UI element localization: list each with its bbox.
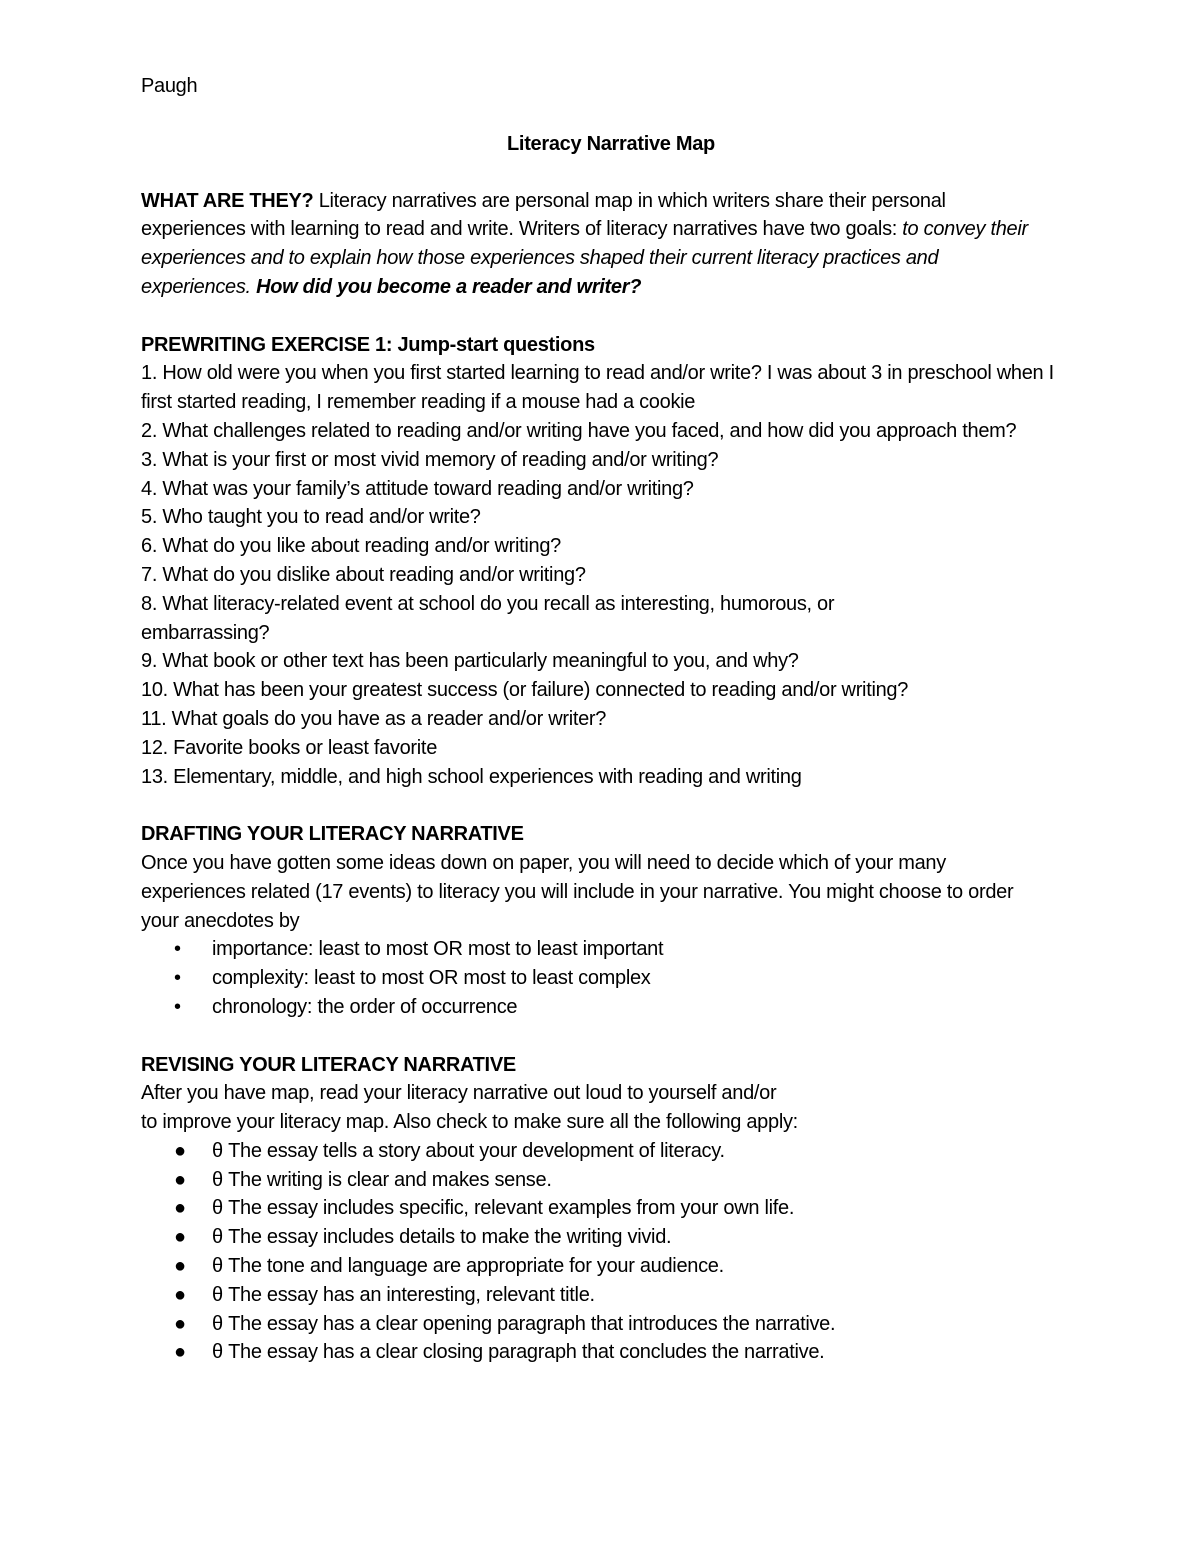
checklist-item [141, 1310, 1081, 1339]
revision-checklist [141, 1137, 1081, 1367]
bullet-icon: ● [174, 1197, 186, 1220]
question-item: 2. What challenges related to reading and/or writing have you faced, and how did you approach them? [141, 419, 1017, 442]
checklist-item [141, 1281, 1081, 1310]
list-item [141, 993, 1081, 1022]
list-item-text: complexity: least to most OR most to least complex [212, 967, 651, 990]
intro-paragraph [141, 187, 1046, 302]
question-item: 4. What was your family’s attitude toward reading and/or writing? [141, 477, 694, 500]
revising-line: to improve your literacy map. Also check to make sure all the following apply: [141, 1111, 798, 1134]
question-item: 3. What is your first or most vivid memory of reading and/or writing? [141, 448, 719, 471]
bullet-icon: ● [174, 1226, 186, 1249]
drafting-heading: DRAFTING YOUR LITERACY NARRATIVE [141, 823, 524, 846]
author-name: Paugh [141, 75, 198, 97]
bullet-icon: ● [174, 1341, 186, 1364]
question-item: 6. What do you like about reading and/or writing? [141, 535, 562, 558]
intro-goals: to convey their experiences and to explain how those experiences shaped their current literacy practices and experiences. [141, 218, 1028, 298]
checklist-item-text: θ The essay has an interesting, relevant title. [212, 1283, 595, 1306]
question-item: 13. Elementary, middle, and high school experiences with reading and writing [141, 765, 802, 788]
checklist-item-text: θ The essay has a clear opening paragraph that introduces the narrative. [212, 1312, 836, 1335]
bullet-icon: • [174, 967, 181, 990]
list-item [141, 935, 1081, 964]
intro-question: How did you become a reader and writer? [256, 275, 642, 298]
question-item: 12. Favorite books or least favorite [141, 736, 438, 759]
question-item: 1. How old were you when you first started learning to read and/or write? I was about 3 in preschool when I first started reading, I remember reading if a mouse had a cookie [141, 362, 1054, 414]
drafting-paragraph: Once you have gotten some ideas down on paper, you will need to decide which of your many experiences related (17 events) to literacy you will include in your narrative. You might choose to order your anecdotes by [141, 851, 1014, 932]
bullet-icon: • [174, 995, 181, 1018]
document-content [141, 72, 1081, 1367]
question-item: 10. What has been your greatest success (or failure) connected to reading and/or writing? [141, 679, 909, 702]
checklist-item-text: θ The essay tells a story about your development of literacy. [212, 1139, 725, 1162]
ordering-list [141, 935, 1081, 1021]
list-item-text: importance: least to most OR most to least important [212, 938, 664, 961]
question-item: 5. Who taught you to read and/or write? [141, 506, 481, 529]
revising-line: After you have map, read your literacy narrative out loud to yourself and/or [141, 1082, 777, 1105]
checklist-item [141, 1252, 1081, 1281]
checklist-item-text: θ The tone and language are appropriate for your audience. [212, 1255, 724, 1278]
bullet-icon: ● [174, 1139, 186, 1162]
question-item: 9. What book or other text has been particularly meaningful to you, and why? [141, 650, 799, 673]
prewriting-heading: PREWRITING EXERCISE 1: Jump-start questions [141, 333, 595, 356]
intro-label: WHAT ARE THEY? [141, 189, 314, 212]
checklist-item [141, 1166, 1081, 1195]
bullet-icon: ● [174, 1312, 186, 1335]
checklist-item-text: θ The essay includes specific, relevant examples from your own life. [212, 1197, 795, 1220]
checklist-item [141, 1338, 1081, 1367]
page-title: Literacy Narrative Map [507, 132, 715, 155]
checklist-item [141, 1223, 1081, 1252]
checklist-item-text: θ The essay has a clear closing paragraph that concludes the narrative. [212, 1341, 825, 1364]
bullet-icon: ● [174, 1168, 186, 1191]
checklist-item [141, 1194, 1081, 1223]
checklist-item-text: θ The essay includes details to make the writing vivid. [212, 1226, 672, 1249]
question-item: 11. What goals do you have as a reader and/or writer? [141, 707, 607, 730]
question-list [141, 359, 1066, 791]
checklist-item [141, 1137, 1081, 1166]
bullet-icon: • [174, 938, 181, 961]
revising-heading: REVISING YOUR LITERACY NARRATIVE [141, 1053, 516, 1076]
question-item: 7. What do you dislike about reading and/or writing? [141, 563, 586, 586]
bullet-icon: ● [174, 1255, 186, 1278]
checklist-item-text: θ The writing is clear and makes sense. [212, 1168, 552, 1191]
list-item-text: chronology: the order of occurrence [212, 995, 518, 1018]
list-item [141, 964, 1081, 993]
intro-text: Literacy narratives are personal map in which writers share their personal experiences with learning to read and write. Writers of literacy narratives have two goals: [141, 189, 946, 241]
bullet-icon: ● [174, 1283, 186, 1306]
question-item: 8. What literacy-related event at school do you recall as interesting, humorous, or embarrassing? [141, 592, 835, 644]
